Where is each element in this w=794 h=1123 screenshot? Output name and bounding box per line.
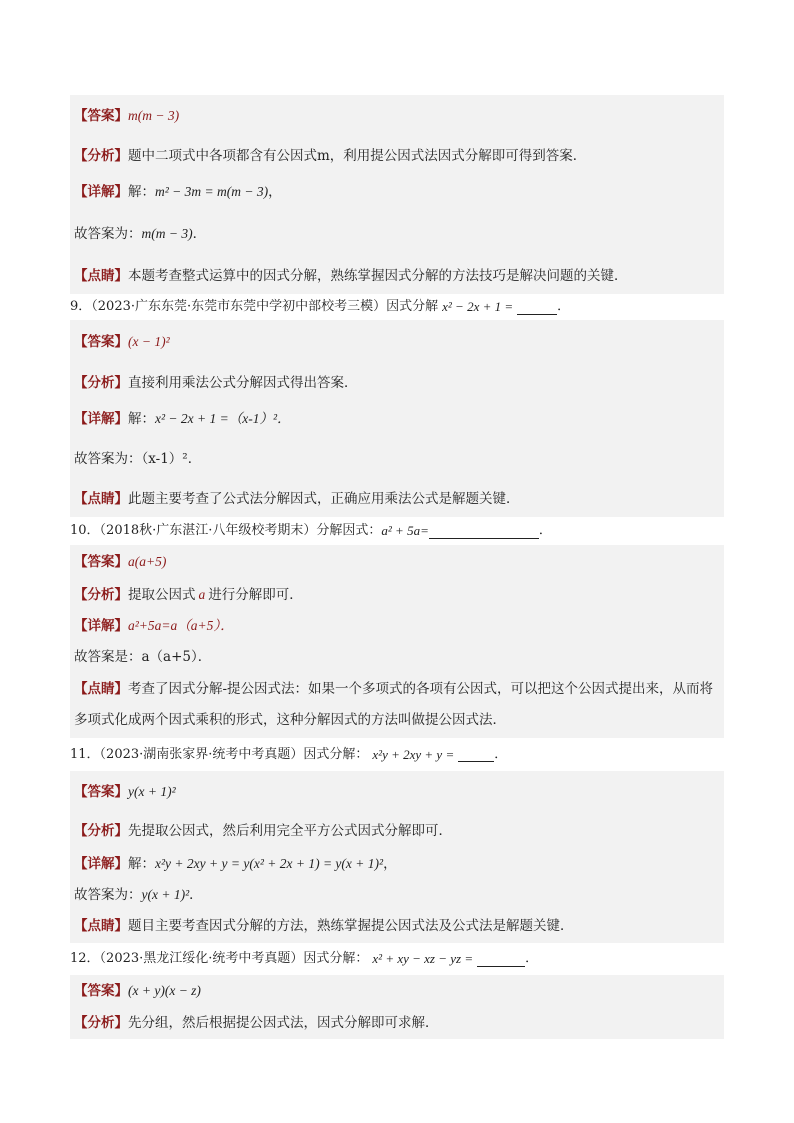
q10-answer-row bbox=[70, 545, 724, 579]
q8-solution bbox=[70, 95, 724, 294]
q11-conclusion-row bbox=[70, 880, 724, 909]
q12-answer-blank[interactable] bbox=[477, 952, 525, 967]
analysis-tag: 【分析】 bbox=[74, 1015, 128, 1031]
answer-tag: 【答案】 bbox=[74, 108, 128, 124]
q9-analysis: 直接利用乘法公式分解因式得出答案． bbox=[128, 374, 358, 391]
q11-conclusion-math: y(x + 1)² bbox=[141, 886, 190, 902]
q10-stem-text: 10．（2018秋·广东湛江·八年级校考期末）分解因式： bbox=[70, 523, 382, 538]
q11-stem-text: 11．（2023·湖南张家界·统考中考真题）因式分解： bbox=[70, 746, 369, 762]
q11-detail-math: x²y + 2xy + y = y(x² + 2x + 1) = y(x + 1)² bbox=[155, 856, 384, 871]
q12-analysis: 先分组，然后根据提公因式法，因式分解即可求解． bbox=[128, 1015, 439, 1031]
q11-stem-period: ． bbox=[494, 746, 508, 762]
answer-tag: 【答案】 bbox=[74, 554, 128, 570]
q9-comment-row bbox=[70, 481, 724, 517]
q11-detail-prefix: 解： bbox=[128, 856, 155, 872]
analysis-tag: 【分析】 bbox=[74, 147, 128, 164]
q11-answer-row bbox=[70, 771, 724, 813]
q8-comment-row bbox=[70, 258, 724, 294]
q10-stem bbox=[70, 517, 724, 545]
q12-stem bbox=[70, 943, 724, 975]
q9-conclusion-row bbox=[70, 437, 724, 481]
q12-solution bbox=[70, 975, 724, 1039]
q10-solution bbox=[70, 545, 724, 738]
q9-comment: 此题主要考查了公式法分解因式，正确应用乘法公式是解题关键． bbox=[128, 491, 520, 507]
q11-detail-suffix: ， bbox=[383, 856, 397, 872]
q11-analysis: 先提取公因式，然后利用完全平方公式因式分解即可． bbox=[128, 822, 452, 839]
q11-answer: y(x + 1)² bbox=[128, 784, 176, 799]
q11-stem-math: x²y + 2xy + y = bbox=[372, 746, 455, 762]
q10-analysis-suffix: 进行分解即可． bbox=[208, 586, 303, 603]
q9-stem bbox=[70, 294, 724, 320]
q10-stem-period: ． bbox=[538, 523, 552, 538]
comment-tag: 【点睛】 bbox=[74, 681, 128, 697]
q8-conclusion-suffix: ． bbox=[192, 226, 207, 242]
q8-conclusion-prefix: 故答案为： bbox=[74, 226, 142, 242]
q9-answer-blank[interactable] bbox=[517, 300, 557, 315]
comment-tag: 【点睛】 bbox=[74, 491, 128, 507]
q12-answer-row bbox=[70, 975, 724, 1007]
q11-conclusion-suffix: ． bbox=[189, 886, 203, 903]
q9-detail-prefix: 解： bbox=[128, 411, 155, 427]
q9-analysis-row bbox=[70, 364, 724, 401]
comment-tag: 【点睛】 bbox=[74, 268, 128, 284]
q10-comment-row bbox=[70, 672, 724, 738]
q11-detail-row bbox=[70, 848, 724, 880]
q10-detail-row bbox=[70, 610, 724, 641]
q10-comment: 考查了因式分解-提公因式法：如果一个多项式的各项有公因式，可以把这个公因式提出来，从而将多项式化成两个因式乘积的形式，这种分解因式的方法叫做提公因式法． bbox=[74, 681, 714, 728]
q9-stem-period: ． bbox=[557, 299, 571, 314]
analysis-tag: 【分析】 bbox=[74, 822, 128, 839]
q9-conclusion: 故答案为：（x-1）²． bbox=[74, 451, 202, 467]
q11-comment: 题目主要考查因式分解的方法，熟练掌握提公因式法及公式法是解题关键． bbox=[128, 918, 574, 934]
q10-detail: a²+5a=a（a+5）． bbox=[128, 617, 234, 633]
analysis-tag: 【分析】 bbox=[74, 586, 128, 603]
q10-analysis-prefix: 提取公因式 bbox=[128, 586, 196, 603]
q10-analysis-math: a bbox=[198, 586, 206, 602]
q12-stem-text: 12．（2023·黑龙江绥化·统考中考真题）因式分解： bbox=[70, 951, 369, 966]
q12-stem-math: x² + xy − xz − yz = bbox=[372, 951, 474, 966]
q11-comment-row bbox=[70, 909, 724, 943]
q12-analysis-row bbox=[70, 1007, 724, 1039]
q8-comment: 本题考查整式运算中的因式分解，熟练掌握因式分解的方法技巧是解决问题的关键． bbox=[128, 268, 628, 284]
q9-stem-math: x² − 2x + 1 = bbox=[442, 299, 514, 314]
q11-stem bbox=[70, 738, 724, 771]
q10-answer-blank[interactable] bbox=[429, 524, 539, 539]
q9-solution bbox=[70, 320, 724, 517]
q8-detail-row bbox=[70, 174, 724, 210]
answer-tag: 【答案】 bbox=[74, 983, 128, 999]
q8-detail-math: m² − 3m = m(m − 3) bbox=[155, 184, 269, 199]
comment-tag: 【点睛】 bbox=[74, 918, 128, 934]
q9-answer: (x − 1)² bbox=[128, 334, 170, 349]
detail-tag: 【详解】 bbox=[74, 617, 128, 634]
detail-tag: 【详解】 bbox=[74, 411, 128, 427]
q10-answer: a(a+5) bbox=[128, 554, 167, 569]
q8-detail-prefix: 解： bbox=[128, 184, 155, 200]
q9-detail-row bbox=[70, 401, 724, 437]
q12-stem-period: ． bbox=[525, 951, 539, 966]
q8-conclusion-row bbox=[70, 210, 724, 258]
q8-analysis-row bbox=[70, 137, 724, 174]
answer-tag: 【答案】 bbox=[74, 784, 128, 800]
detail-tag: 【详解】 bbox=[74, 184, 128, 200]
q8-analysis: 题中二项式中各项都含有公因式m，利用提公因式法因式分解即可得到答案． bbox=[128, 147, 587, 164]
q8-answer-row bbox=[70, 95, 724, 137]
worksheet-page bbox=[70, 95, 724, 1039]
detail-tag: 【详解】 bbox=[74, 856, 128, 872]
q12-answer: (x + y)(x − z) bbox=[128, 983, 201, 998]
q10-stem-math: a² + 5a= bbox=[381, 523, 429, 538]
q8-detail-suffix: ， bbox=[268, 184, 282, 200]
q11-answer-blank[interactable] bbox=[458, 747, 494, 762]
q9-answer-row bbox=[70, 320, 724, 364]
q8-conclusion-math: m(m − 3) bbox=[141, 226, 193, 241]
q11-conclusion-prefix: 故答案为： bbox=[74, 886, 142, 903]
analysis-tag: 【分析】 bbox=[74, 374, 128, 391]
q10-conclusion: 故答案是：a（a+5）． bbox=[74, 648, 212, 665]
q10-conclusion-row bbox=[70, 641, 724, 672]
q11-solution bbox=[70, 771, 724, 943]
answer-tag: 【答案】 bbox=[74, 334, 128, 350]
q9-detail-math: x² − 2x + 1 =（x-1）²． bbox=[155, 411, 291, 426]
q9-stem-text: 9．（2023·广东东莞·东莞市东莞中学初中部校考三模）因式分解 bbox=[70, 299, 439, 314]
q11-analysis-row bbox=[70, 813, 724, 848]
q8-answer: m(m − 3) bbox=[128, 108, 180, 123]
q10-analysis-row bbox=[70, 579, 724, 610]
